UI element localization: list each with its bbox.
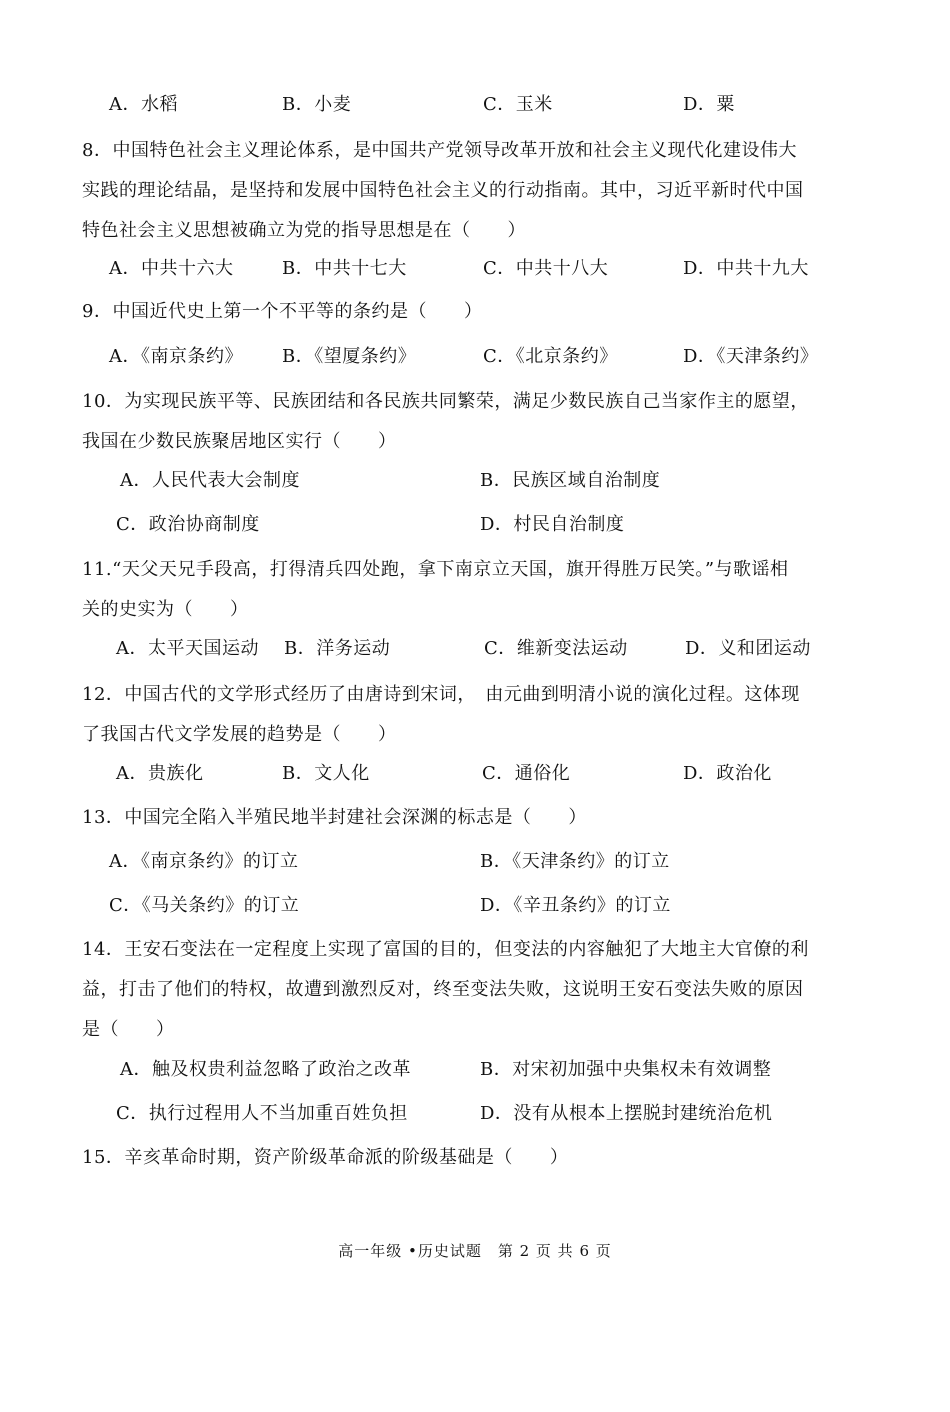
q8-stem-line-3: 特色社会主义思想被确立为党的指导思想是在（ ） xyxy=(82,220,526,241)
q8-option-d: D．中共十九大 xyxy=(683,258,809,279)
q10-stem-line-2: 我国在少数民族聚居地区实行（ ） xyxy=(82,431,397,452)
q7-option-d: D．粟 xyxy=(683,94,735,115)
q7-option-c: C．玉米 xyxy=(483,94,553,115)
q12-option-d: D．政治化 xyxy=(683,763,772,784)
q8-option-c: C．中共十八大 xyxy=(483,258,609,279)
q12-option-b: B．文人化 xyxy=(282,763,370,784)
q14-stem-line-2: 益，打击了他们的特权，故遭到激烈反对，终至变法失败，这说明王安石变法失败的原因 xyxy=(82,979,804,1000)
q9-option-c: C．《北京条约》 xyxy=(483,346,618,367)
q13-stem-line-1: 13．中国完全陷入半殖民地半封建社会深渊的标志是（ ） xyxy=(82,807,587,828)
q13-option-c: C．《马关条约》的订立 xyxy=(109,895,300,916)
q11-stem-line-2: 关的史实为（ ） xyxy=(82,599,249,620)
q12-option-a: A．贵族化 xyxy=(116,763,204,784)
q14-stem-line-1: 14．王安石变法在一定程度上实现了富国的目的，但变法的内容触犯了大地主大官僚的利 xyxy=(82,939,809,960)
q14-option-b: B．对宋初加强中央集权未有效调整 xyxy=(480,1059,772,1080)
q14-option-c: C．执行过程用人不当加重百姓负担 xyxy=(116,1103,408,1124)
q8-option-a: A．中共十六大 xyxy=(109,258,234,279)
q10-option-c: C．政治协商制度 xyxy=(116,514,260,535)
q9-option-d: D．《天津条约》 xyxy=(683,346,819,367)
q11-stem-line-1: 11.“天父天兄手段高，打得清兵四处跑，拿下南京立天国，旗开得胜万民笑。”与歌谣相 xyxy=(82,559,789,580)
q12-option-c: C．通俗化 xyxy=(482,763,571,784)
q13-option-d: D．《辛丑条约》的订立 xyxy=(480,895,671,916)
q10-option-a: A．人民代表大会制度 xyxy=(120,470,300,491)
q11-option-d: D．义和团运动 xyxy=(685,638,811,659)
q9-stem-line-1: 9．中国近代史上第一个不平等的条约是（ ） xyxy=(82,301,483,322)
q10-option-d: D．村民自治制度 xyxy=(480,514,625,535)
q11-option-c: C．维新变法运动 xyxy=(484,638,628,659)
q9-option-b: B．《望厦条约》 xyxy=(282,346,417,367)
q10-option-b: B．民族区域自治制度 xyxy=(480,470,661,491)
page-footer: 高一年级 •历史试题 第 2 页 共 6 页 xyxy=(338,1242,612,1260)
q14-stem-line-3: 是（ ） xyxy=(82,1019,175,1040)
q15-stem-line-1: 15．辛亥革命时期，资产阶级革命派的阶级基础是（ ） xyxy=(82,1147,569,1168)
q13-option-b: B．《天津条约》的订立 xyxy=(480,851,670,872)
q8-stem-line-1: 8．中国特色社会主义理论体系，是中国共产党领导改革开放和社会主义现代化建设伟大 xyxy=(82,140,797,161)
q12-stem-line-1: 12．中国古代的文学形式经历了由唐诗到宋词， 由元曲到明清小说的演化过程。这体现 xyxy=(82,684,800,705)
q7-option-b: B．小麦 xyxy=(282,94,352,115)
q9-option-a: A．《南京条约》 xyxy=(109,346,243,367)
q11-option-b: B．洋务运动 xyxy=(284,638,391,659)
q8-option-b: B．中共十七大 xyxy=(282,258,407,279)
q13-option-a: A．《南京条约》的订立 xyxy=(109,851,299,872)
q14-option-d: D．没有从根本上摆脱封建统治危机 xyxy=(480,1103,773,1124)
q8-stem-line-2: 实践的理论结晶，是坚持和发展中国特色社会主义的行动指南。其中，习近平新时代中国 xyxy=(82,180,804,201)
q10-stem-line-1: 10．为实现民族平等、民族团结和各民族共同繁荣，满足少数民族自己当家作主的愿望， xyxy=(82,391,809,412)
q12-stem-line-2: 了我国古代文学发展的趋势是（ ） xyxy=(82,724,397,745)
q14-option-a: A．触及权贵利益忽略了政治之改革 xyxy=(120,1059,411,1080)
q11-option-a: A．太平天国运动 xyxy=(116,638,259,659)
q7-option-a: A．水稻 xyxy=(109,94,178,115)
